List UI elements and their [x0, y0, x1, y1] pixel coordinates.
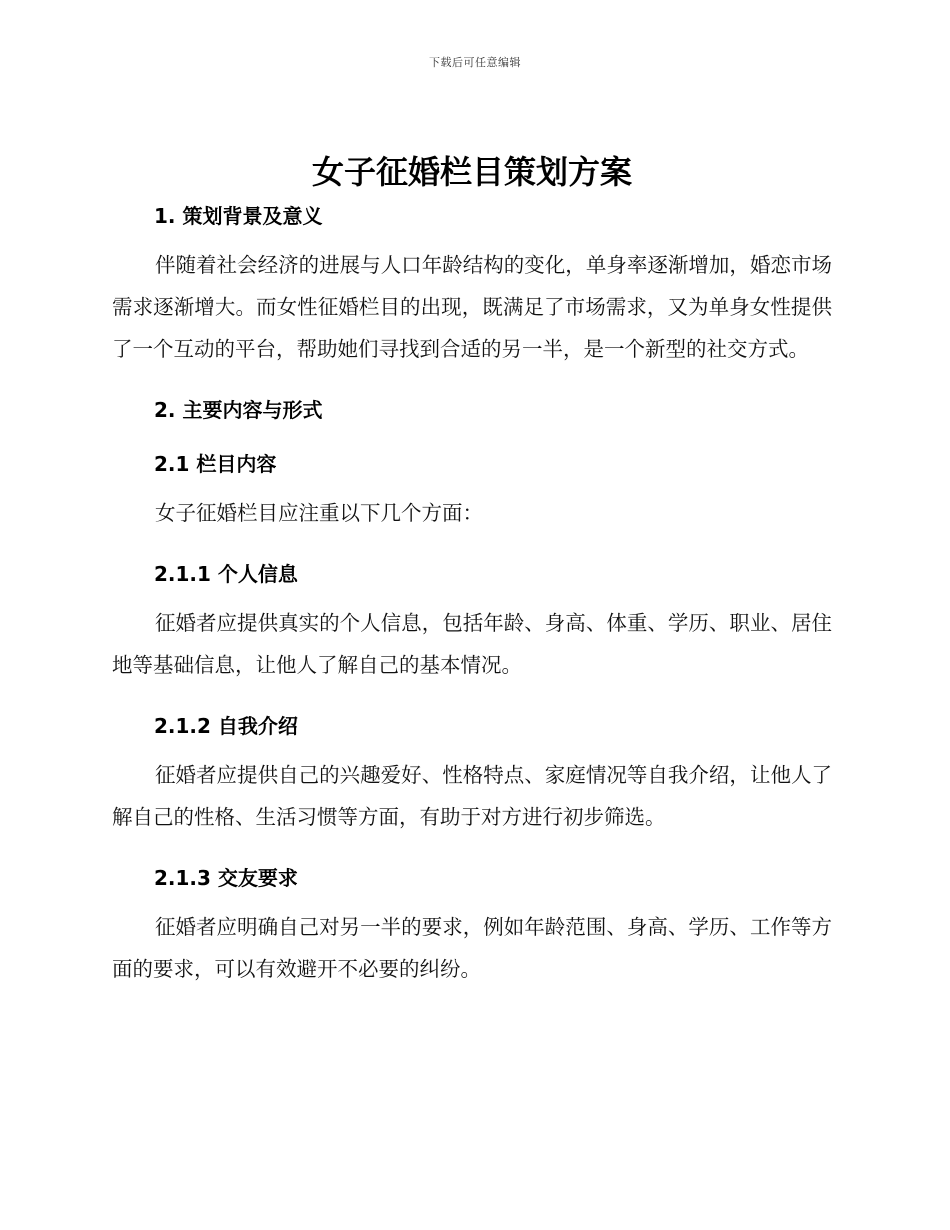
document-title: 女子征婚栏目策划方案 — [311, 153, 632, 191]
section-paragraph-2-1: 女子征婚栏目应注重以下几个方面： — [155, 501, 483, 525]
section-heading-2-1-3: 2.1.3 交友要求 — [154, 866, 298, 890]
section-heading-2-1-1: 2.1.1 个人信息 — [154, 562, 298, 586]
section-paragraph-2-1-2: 征婚者应提供自己的兴趣爱好、性格特点、家庭情况等自我介绍，让他人了解自己的性格、生活习惯等方面，有助于对方进行初步筛选。 — [112, 763, 832, 829]
section-paragraph-2-1-3: 征婚者应明确自己对另一半的要求，例如年龄范围、身高、学历、工作等方面的要求，可以有效避开不必要的纠纷。 — [112, 915, 832, 981]
document-body — [112, 150, 832, 990]
section-heading-2: 2. 主要内容与形式 — [154, 398, 323, 422]
section-heading-1: 1. 策划背景及意义 — [154, 204, 323, 228]
section-paragraph-2-1-1: 征婚者应提供真实的个人信息，包括年龄、身高、体重、学历、职业、居住地等基础信息，让他人了解自己的基本情况。 — [112, 611, 832, 677]
header-note: 下载后可任意编辑 — [429, 56, 521, 69]
section-paragraph-1: 伴随着社会经济的进展与人口年龄结构的变化，单身率逐渐增加，婚恋市场需求逐渐增大。而女性征婚栏目的出现，既满足了市场需求，又为单身女性提供了一个互动的平台，帮助她们寻找到合适的另一半，是一个新型的社交方式。 — [112, 253, 832, 361]
section-heading-2-1-2: 2.1.2 自我介绍 — [154, 714, 298, 738]
section-heading-2-1: 2.1 栏目内容 — [154, 452, 277, 476]
